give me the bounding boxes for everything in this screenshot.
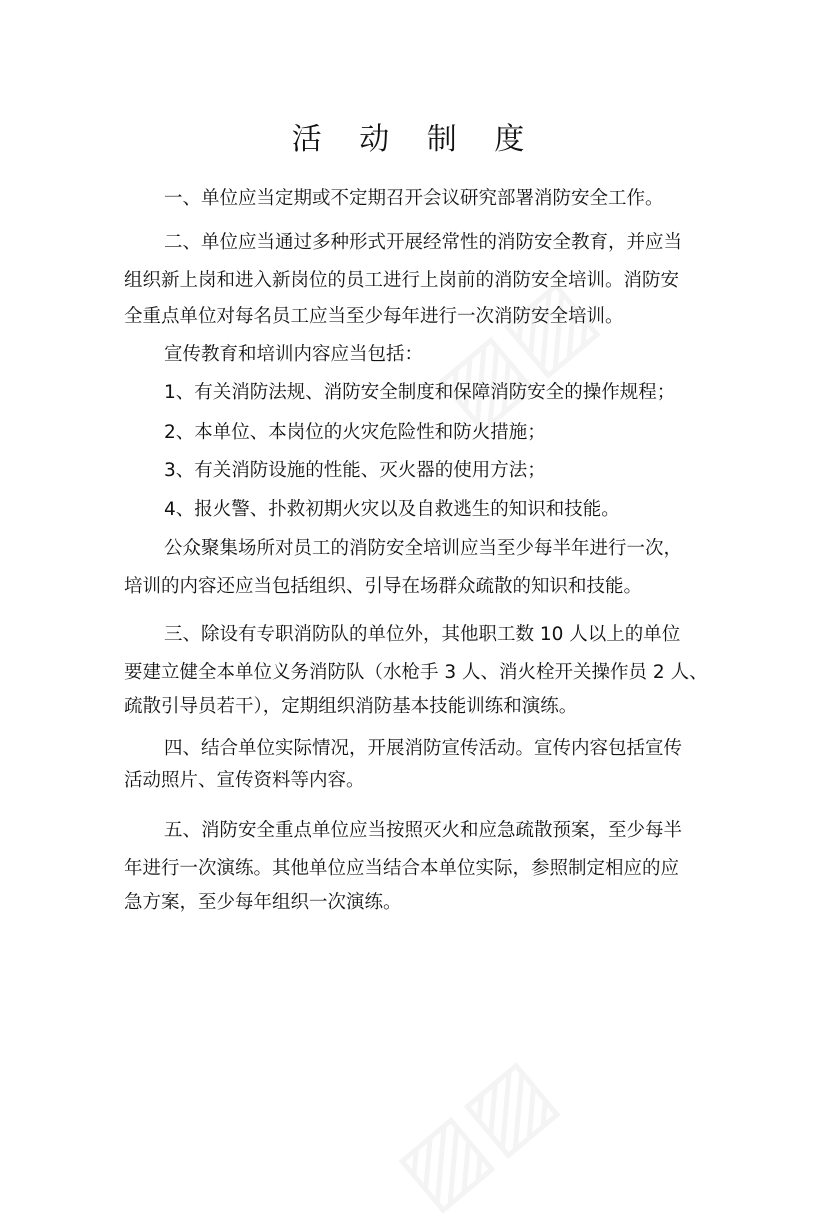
paragraph-line: 宣传教育和培训内容应当包括：	[164, 344, 424, 365]
paragraph-line: 全重点单位对每名员工应当至少每年进行一次消防安全培训。	[124, 306, 624, 327]
paragraph-line: 急方案，至少每年组织一次演练。	[124, 892, 402, 913]
list-item: 3、有关消防设施的性能、灭火器的使用方法；	[164, 460, 546, 481]
watermark-mark	[376, 1038, 574, 1227]
paragraph-line: 组织新上岗和进入新岗位的员工进行上岗前的消防安全培训。消防安	[124, 270, 680, 291]
paragraph-line: 公众聚集场所对员工的消防安全培训应当至少每半年进行一次，	[164, 538, 683, 559]
list-item: 2、本单位、本岗位的火灾危险性和防火措施；	[164, 422, 546, 443]
paragraph-line: 二、单位应当通过多种形式开展经常性的消防安全教育，并应当	[164, 232, 683, 253]
paragraph-line: 要建立健全本单位义务消防队（水枪手 3 人、消火栓开关操作员 2 人、	[124, 662, 708, 683]
list-item: 4、报火警、扑救初期火灾以及自救逃生的知识和技能。	[164, 499, 620, 520]
paragraph-line: 一、单位应当定期或不定期召开会议研究部署消防安全工作。	[164, 188, 664, 209]
paragraph-line: 四、结合单位实际情况，开展消防宣传活动。宣传内容包括宣传	[164, 738, 683, 759]
document-title: 活 动 制 度	[291, 122, 539, 157]
paragraph-line: 疏散引导员若干），定期组织消防基本技能训练和演练。	[124, 696, 578, 717]
list-item: 1、有关消防法规、消防安全制度和保障消防安全的操作规程；	[164, 382, 676, 403]
paragraph-line: 五、消防安全重点单位应当按照灭火和应急疏散预案，至少每半	[164, 820, 683, 841]
paragraph-line: 培训的内容还应当包括组织、引导在场群众疏散的知识和技能。	[124, 576, 643, 597]
paragraph-line: 活动照片、宣传资料等内容。	[124, 770, 365, 791]
paragraph-line: 三、除设有专职消防队的单位外，其他职工数 10 人以上的单位	[164, 624, 681, 645]
paragraph-line: 年进行一次演练。其他单位应当结合本单位实际，参照制定相应的应	[124, 858, 680, 879]
